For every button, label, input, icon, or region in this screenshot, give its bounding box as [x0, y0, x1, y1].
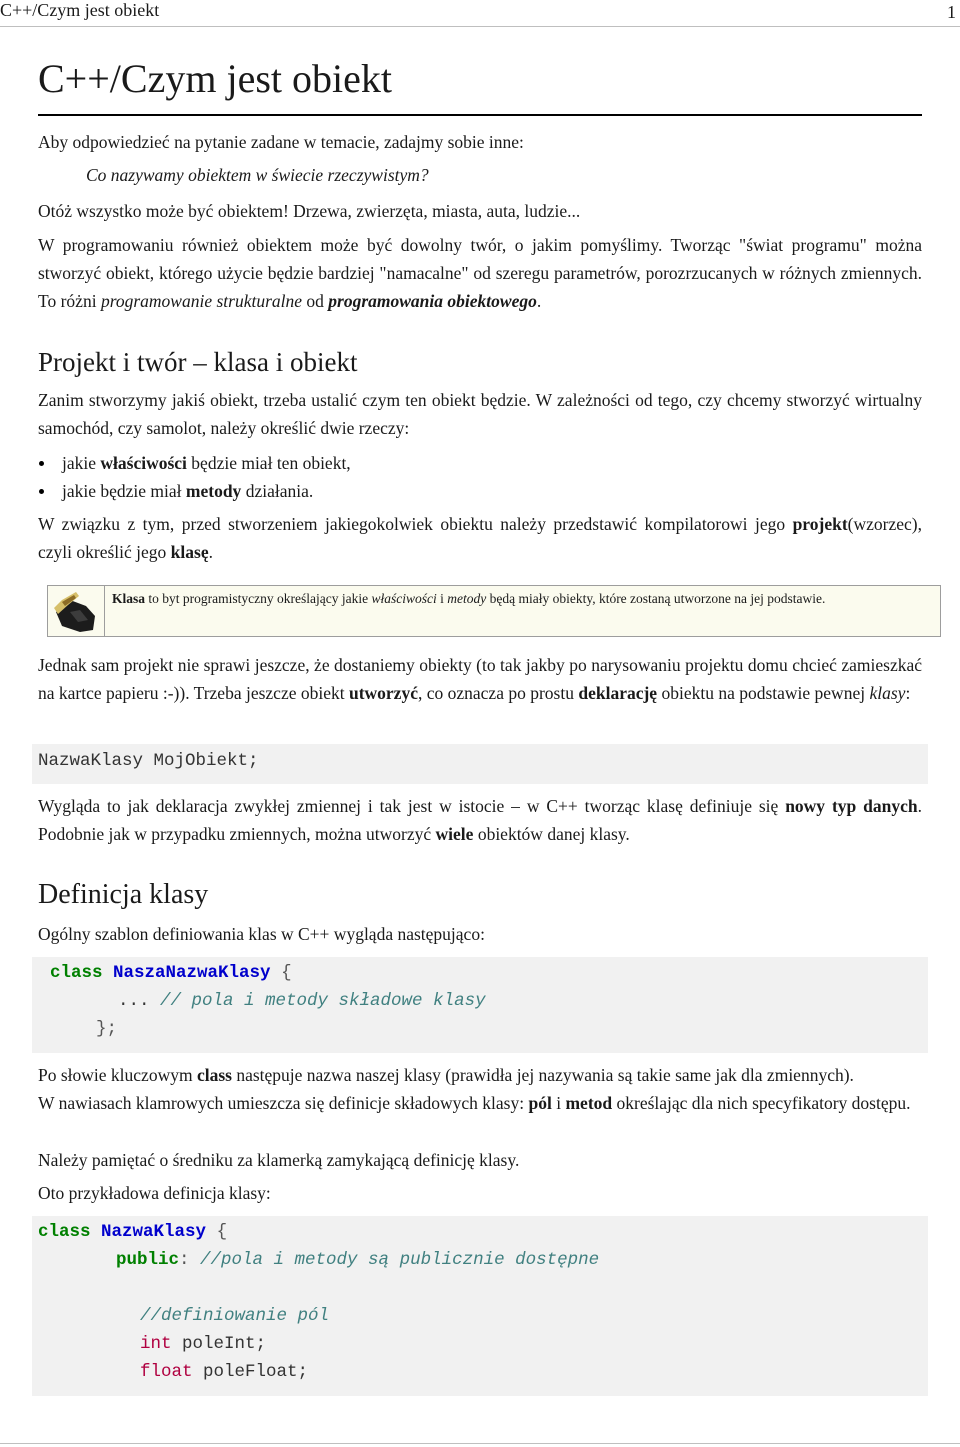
title-rule [38, 114, 922, 116]
code-line: float poleFloat; [140, 1362, 309, 1382]
definition-note-box [47, 585, 941, 637]
section1-paragraph-1: Zanim stworzymy jakiś obiekt, trzeba ustalić czym ten obiekt będzie. W zależności od tego, czy chcemy stworzyć wirtualny samochód, czy samolot, należy określić dwie rzeczy: [38, 390, 922, 438]
code-block-example [32, 1216, 928, 1396]
intro-question: Co nazywamy obiektem w świecie rzeczywistym? [86, 165, 429, 185]
code-line: }; [96, 1019, 118, 1039]
section1-paragraph-3: Jednak sam projekt nie sprawi jeszcze, że dostaniemy obiekty (to tak jakby po narysowaniu projektu domu chcieć zamieszkać na kartce papieru :-)). Trzeba jeszcze obiekt utworzyć, co oznacza po prostu deklarację obiektu na podstawie pewnej klasy: [38, 655, 922, 703]
section2-paragraph-4: Należy pamiętać o średniku za klamerką zamykającą definicję klasy. [38, 1150, 520, 1170]
code-line: public: //pola i metody są publicznie dostępne [116, 1250, 600, 1270]
list-item: jakie będzie miał metody działania. [38, 477, 351, 505]
section2-paragraph-1: Ogólny szablon definiowania klas w C++ wygląda następująco: [38, 924, 485, 944]
intro-paragraph-2: Otóż wszystko może być obiektem! Drzewa, zwierzęta, miasta, auta, ludzie... [38, 201, 581, 221]
running-header [0, 0, 960, 27]
code-line: class NaszaNazwaKlasy { [50, 963, 292, 983]
section2-paragraph-2: Po słowie kluczowym class następuje nazwa naszej klasy (prawidła jej nazywania są takie same jak dla zmiennych). [38, 1065, 854, 1085]
code-block-declaration [32, 744, 928, 784]
properties-list [38, 449, 351, 505]
note-icon-cell [48, 586, 105, 636]
code-line: class NazwaKlasy { [38, 1222, 228, 1242]
section1-paragraph-4: Wygląda to jak deklaracja zwykłej zmiennej i tak jest w istocie – w C++ tworząc klasę definiuje się nowy typ danych. Podobnie jak w przypadku zmiennych, można utworzyć wiele obiektów danej klasy. [38, 796, 922, 844]
intro-paragraph-3: W programowaniu również obiektem może być dowolny twór, o jakim pomyślimy. Tworząc "świat programu" można stworzyć obiekt, którego użycie będzie bardziej "namacalne" od szeregu parametrów, porozrzucanych w różnych zmiennych. To różni programowanie strukturalne od programowania obiektowego. [38, 235, 922, 311]
code-line: //definiowanie pól [140, 1306, 330, 1326]
section-heading-class-and-object: Projekt i twór – klasa i obiekt [38, 347, 358, 377]
page-title: C++/Czym jest obiekt [38, 56, 392, 101]
intro-paragraph-1: Aby odpowiedzieć na pytanie zadane w temacie, zadajmy sobie inne: [38, 132, 524, 152]
page-number: 1 [947, 2, 956, 22]
bottom-rule [0, 1443, 960, 1444]
list-item: jakie właściwości będzie miał ten obiekt, [38, 449, 351, 477]
section-heading-class-definition: Definicja klasy [38, 879, 209, 910]
pointing-hand-icon [48, 586, 104, 636]
section1-paragraph-2: W związku z tym, przed stworzeniem jakiegokolwiek obiektu należy przedstawić kompilatorowi jego projekt(wzorzec), czyli określić jego klasę. [38, 514, 922, 562]
section2-paragraph-3: W nawiasach klamrowych umieszcza się definicje składowych klasy: pól i metod określając dla nich specyfikatory dostępu. [38, 1093, 911, 1113]
code-line: NazwaKlasy MojObiekt; [38, 751, 259, 771]
code-line: int poleInt; [140, 1334, 267, 1354]
section2-paragraph-5: Oto przykładowa definicja klasy: [38, 1183, 271, 1203]
code-line: ... // pola i metody składowe klasy [118, 991, 486, 1011]
running-header-title: C++/Czym jest obiekt [0, 0, 160, 20]
code-block-template [32, 957, 928, 1053]
definition-note-text: Klasa to byt programistyczny określający jakie właściwości i metody będą miały obiekty, które zostaną utworzone na jej podstawie. [112, 591, 826, 606]
link-object-oriented-programming[interactable]: programowania obiektowego [328, 291, 537, 311]
link-structural-programming[interactable]: programowanie strukturalne [100, 291, 303, 311]
